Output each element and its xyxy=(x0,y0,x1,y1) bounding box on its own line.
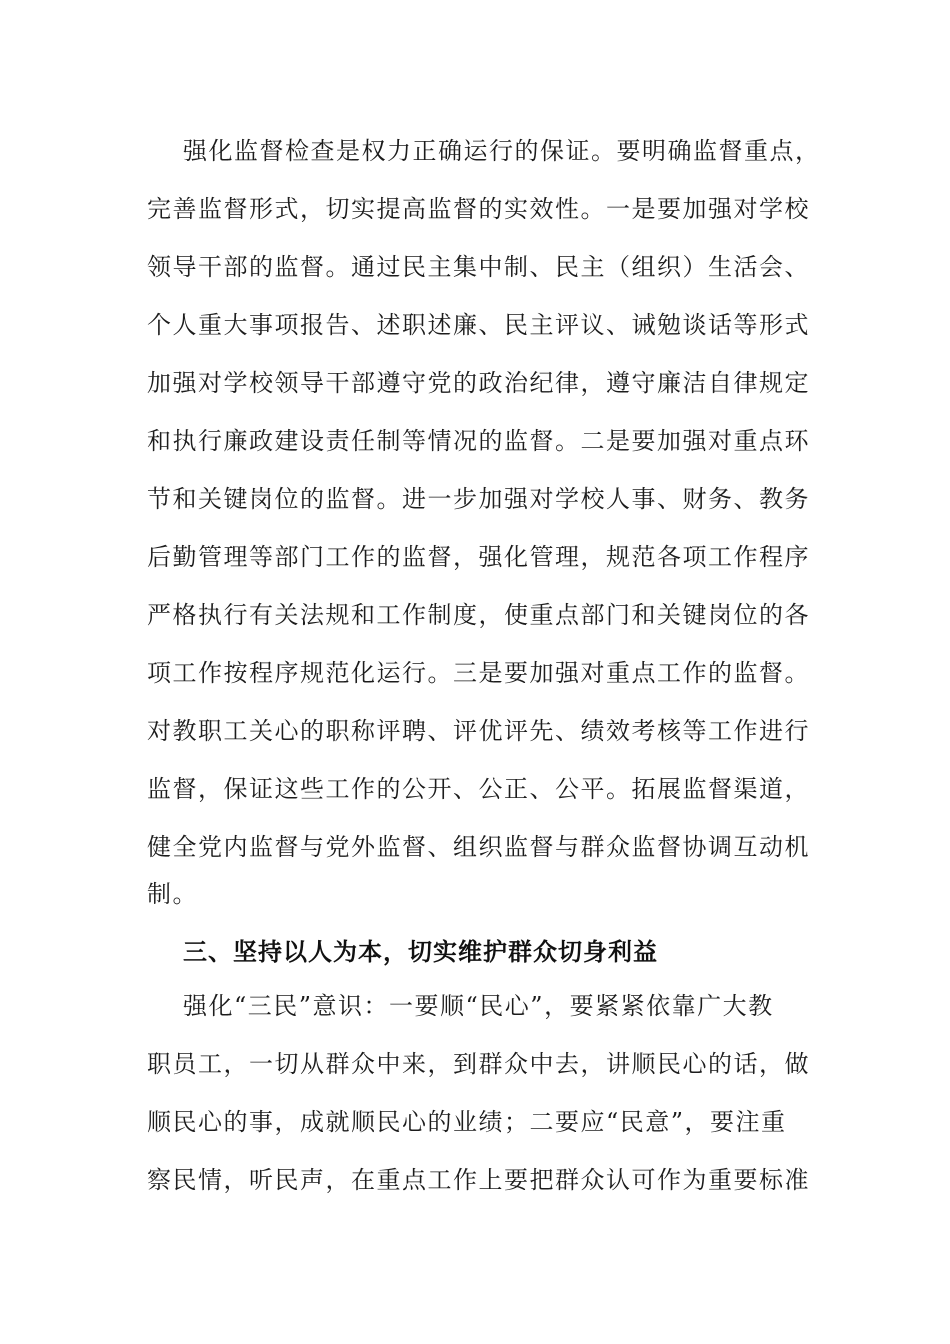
section-heading: 三、坚持以人为本，切实维护群众切身利益 xyxy=(183,938,658,966)
paragraph-line: 制。 xyxy=(147,880,198,908)
paragraph-line: 对教职工关心的职称评聘、评优评先、绩效考核等工作进行 xyxy=(147,717,810,745)
paragraph-line: 顺民心的事，成就顺民心的业绩；二要应“民意”，要注重 xyxy=(147,1108,787,1136)
paragraph-line: 项工作按程序规范化运行。三是要加强对重点工作的监督。 xyxy=(147,659,810,687)
paragraph-line: 强化监督检查是权力正确运行的保证。要明确监督重点， xyxy=(183,137,821,165)
paragraph-line: 健全党内监督与党外监督、组织监督与群众监督协调互动机 xyxy=(147,833,810,861)
paragraph-line: 和执行廉政建设责任制等情况的监督。二是要加强对重点环 xyxy=(147,427,810,455)
paragraph-line: 个人重大事项报告、述职述廉、民主评议、诫勉谈话等形式 xyxy=(147,311,810,339)
paragraph-line: 后勤管理等部门工作的监督，强化管理，规范各项工作程序 xyxy=(147,543,810,571)
paragraph-line: 完善监督形式，切实提高监督的实效性。一是要加强对学校 xyxy=(147,195,810,223)
paragraph-line: 加强对学校领导干部遵守党的政治纪律，遵守廉洁自律规定 xyxy=(147,369,810,397)
paragraph-line: 领导干部的监督。通过民主集中制、民主（组织）生活会、 xyxy=(147,253,810,281)
paragraph-line: 察民情，听民声，在重点工作上要把群众认可作为重要标准 xyxy=(147,1166,810,1194)
paragraph-line: 严格执行有关法规和工作制度，使重点部门和关键岗位的各 xyxy=(147,601,810,629)
paragraph-line: 强化“三民”意识：一要顺“民心”，要紧紧依靠广大教 xyxy=(183,992,774,1020)
paragraph-line: 节和关键岗位的监督。进一步加强对学校人事、财务、教务 xyxy=(147,485,810,513)
paragraph-line: 职员工，一切从群众中来，到群众中去，讲顺民心的话，做 xyxy=(147,1050,810,1078)
paragraph-line: 监督，保证这些工作的公开、公正、公平。拓展监督渠道， xyxy=(147,775,810,803)
